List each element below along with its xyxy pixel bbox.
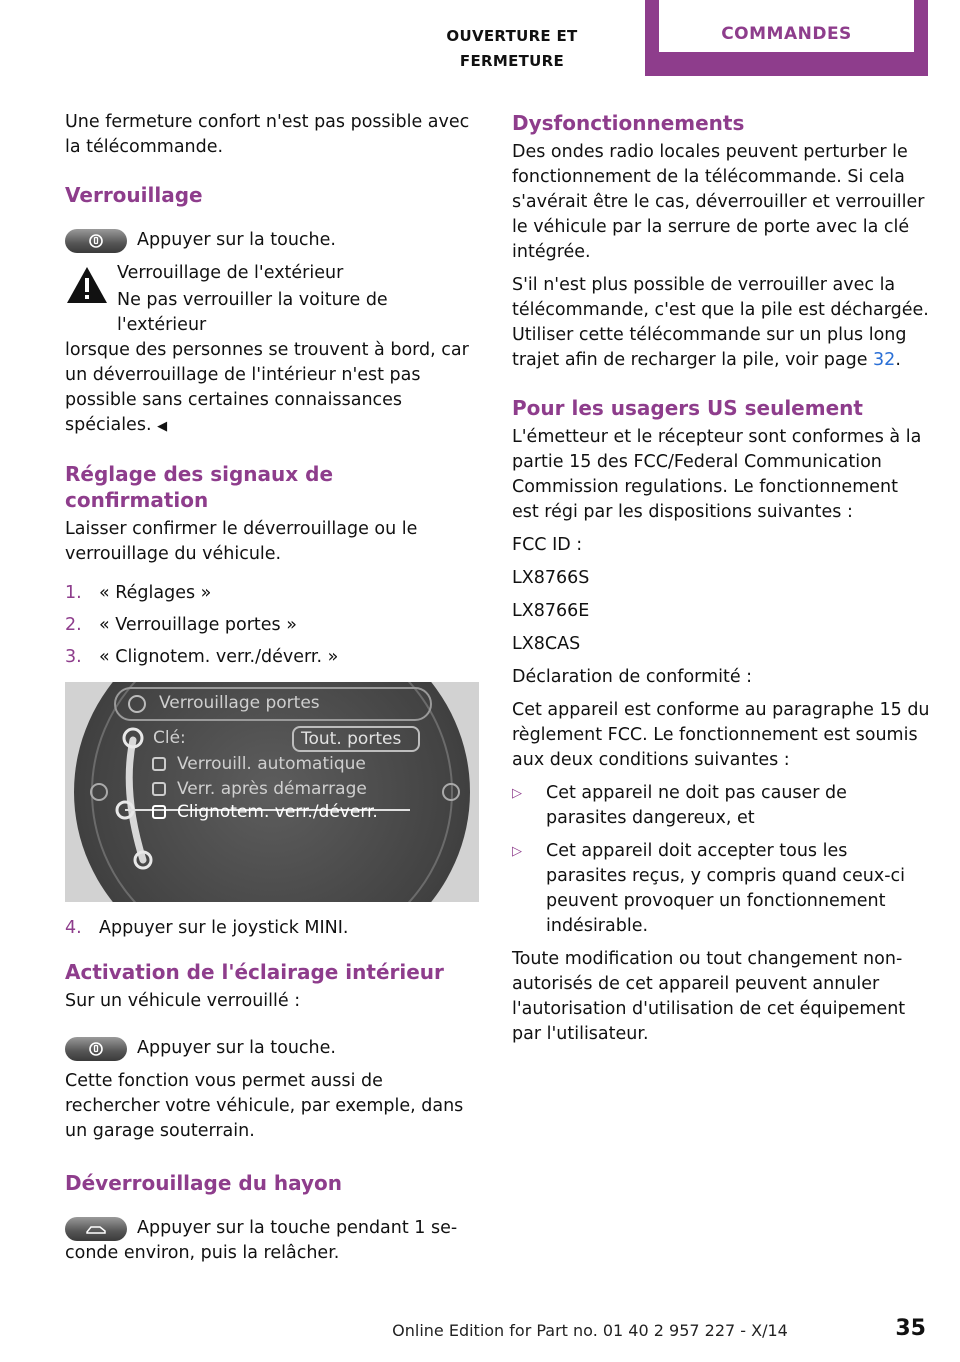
list-item xyxy=(65,613,477,638)
activation-text: Sur un véhicule verrouillé : xyxy=(65,991,301,1011)
light-key-text: Appuyer sur la touche. xyxy=(137,1038,336,1058)
idrive-screen-illustration xyxy=(65,682,479,902)
fcc-id-value: LX8766E xyxy=(512,601,590,621)
left-column xyxy=(65,110,477,1274)
warning-title: Verrouillage de l'extérieur xyxy=(117,263,344,283)
tailgate-key-text-rest: conde environ, puis la relâcher. xyxy=(65,1243,340,1263)
fcc-id-value: LX8CAS xyxy=(512,634,581,654)
running-header-section: OUVERTURE ET FERMETURE xyxy=(446,27,578,70)
fcc-id-label: FCC ID : xyxy=(512,535,583,555)
us-paragraph-1: L'émetteur et le récepteur sont conformes à la partie 15 des FCC/Federal Communication Commission regulations. Le fonctionnement est régi par les dispositions suivantes : xyxy=(512,427,922,522)
list-item xyxy=(65,916,477,941)
screen-option-flash: Clignotem. verr./déverr. xyxy=(177,802,378,822)
screen-option-lock-after-start: Verr. après démarrage xyxy=(177,779,367,799)
end-of-warning-icon: ◀ xyxy=(157,419,168,434)
step-number: 3. xyxy=(65,647,82,667)
triangle-bullet-icon: ▷ xyxy=(512,786,522,801)
declaration-label: Déclaration de conformité : xyxy=(512,667,753,687)
reglage-steps xyxy=(65,581,477,670)
us-paragraph-3: Toute modification ou tout changement non-autorisés de cet appareil peuvent annuler l'autorisation d'utilisation de cet équipement par l'utilisateur. xyxy=(512,949,906,1044)
warning-text xyxy=(65,338,477,439)
chapter-tab[interactable] xyxy=(645,0,928,76)
activation-text-2: Cette fonction vous permet aussi de rechercher votre véhicule, par exemple, dans un garage souterrain. xyxy=(65,1071,464,1141)
fcc-id-value: LX8766S xyxy=(512,568,590,588)
bullet-text: Cet appareil ne doit pas causer de parasites dangereux, et xyxy=(546,783,847,828)
reglage-text: Laisser confirmer le déverrouillage ou le verrouillage du véhicule. xyxy=(65,519,418,564)
step-number: 4. xyxy=(65,918,82,938)
tailgate-button-icon xyxy=(65,1217,127,1241)
conditions-list xyxy=(512,781,930,939)
screen-option-auto-lock: Verrouill. automatique xyxy=(177,754,366,774)
warning-text-rest: lorsque des personnes se trouvent à bord, car un déverrouillage de l'intérieur n'est pas possible sans certaines connaissances spéciales. xyxy=(65,340,469,435)
screen-title: Verrouillage portes xyxy=(159,693,320,713)
dysf-paragraph-2-text: S'il n'est plus possible de verrouiller avec la télécommande, c'est que la pile est déchargée. Utiliser cette télécommande sur un plus long trajet afin de recharger la pile, voir page xyxy=(512,275,929,370)
section-title-reglage: Réglage des signaux de confirmation xyxy=(65,462,334,512)
step-number: 2. xyxy=(65,615,82,635)
step-number: 1. xyxy=(65,583,82,603)
lock-key-text: Appuyer sur la touche. xyxy=(137,230,336,250)
section-title-hayon: Déverrouillage du hayon xyxy=(65,1171,343,1195)
light-key-instruction xyxy=(65,1036,477,1061)
section-title-verrouillage: Verrouillage xyxy=(65,183,203,207)
step-text: « Clignotem. verr./déverr. » xyxy=(99,647,339,667)
lock-button-icon xyxy=(65,229,127,253)
lock-button-icon xyxy=(65,1037,127,1061)
step-text: « Verrouillage portes » xyxy=(99,615,297,635)
triangle-bullet-icon: ▷ xyxy=(512,844,522,859)
list-item xyxy=(65,645,477,670)
page-reference-link[interactable]: 32 xyxy=(873,350,896,370)
warning-triangle-icon xyxy=(65,265,109,305)
us-paragraph-2: Cet appareil est conforme au paragraphe 15 du règlement FCC. Le fonctionnement est soumis aux deux conditions suivantes : xyxy=(512,700,930,770)
step-text: Appuyer sur le joystick MINI. xyxy=(99,918,349,938)
lock-key-instruction xyxy=(65,228,477,253)
footer-edition: Online Edition for Part no. 01 40 2 957 227 - X/14 xyxy=(392,1321,788,1340)
section-title-activation: Activation de l'éclairage intérieur xyxy=(65,960,444,984)
intro-paragraph: Une fermeture confort n'est pas possible avec la télécommande. xyxy=(65,112,470,157)
dysf-paragraph-2 xyxy=(512,273,930,373)
warning-block xyxy=(65,261,477,338)
right-column xyxy=(512,110,930,1055)
tailgate-key-text-first-line: Appuyer sur la touche pendant 1 se- xyxy=(137,1218,458,1238)
list-item xyxy=(512,839,930,939)
reglage-steps-continued xyxy=(65,916,477,941)
screen-key-label: Clé: xyxy=(153,728,186,748)
chapter-tab-label: COMMANDES xyxy=(659,0,914,52)
screen-key-value: Tout. portes xyxy=(301,729,402,749)
section-title-dysfonctionnements: Dysfonctionnements xyxy=(512,111,745,135)
warning-text-first-line: Ne pas verrouiller la voiture de l'extérieur xyxy=(117,290,388,335)
dysf-paragraph-2-end: . xyxy=(895,350,901,370)
list-item xyxy=(65,581,477,606)
section-title-us: Pour les usagers US seulement xyxy=(512,396,863,420)
list-item xyxy=(512,781,930,831)
bullet-text: Cet appareil doit accepter tous les parasites reçus, y compris quand ceux-ci peuvent provoquer un fonctionnement indésirable. xyxy=(546,841,906,936)
dysf-paragraph-1: Des ondes radio locales peuvent perturber le fonctionnement de la télécommande. Si cela s'avérait être le cas, déverrouiller et verrouiller le véhicule par la serrure de porte avec la clé intégrée. xyxy=(512,142,925,262)
tailgate-key-instruction xyxy=(65,1216,477,1241)
step-text: « Réglages » xyxy=(99,583,212,603)
page-number: 35 xyxy=(895,1316,926,1341)
